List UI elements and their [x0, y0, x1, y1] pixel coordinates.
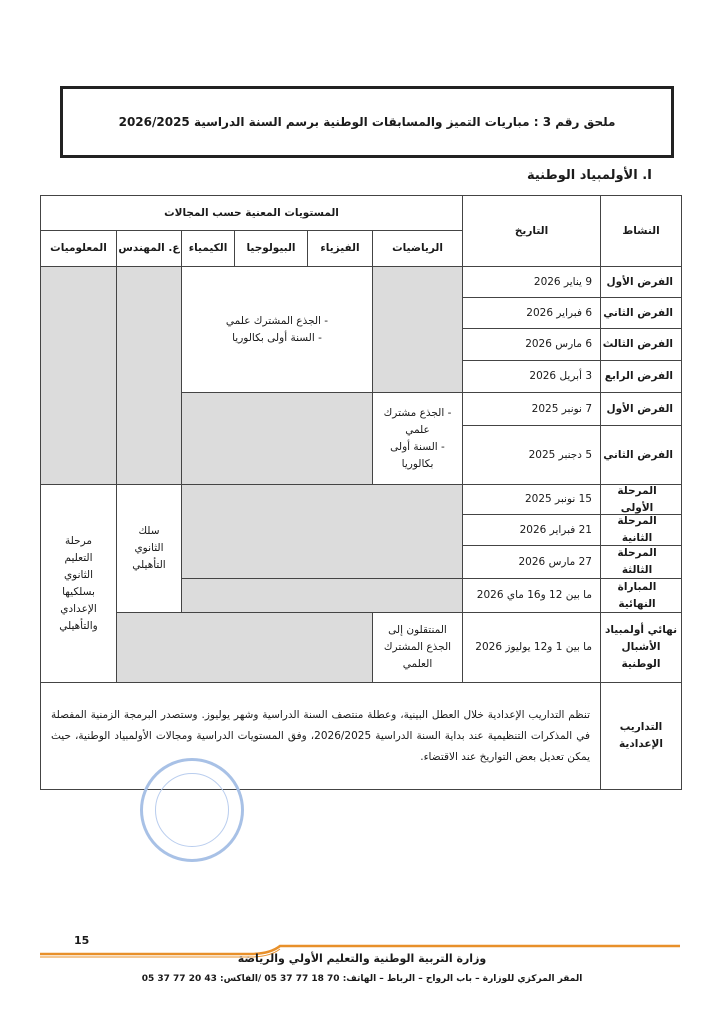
level-cell-empty: [116, 266, 182, 485]
annex-title-box: [60, 86, 674, 158]
header-informatics: المعلوميات: [40, 230, 117, 267]
activity-cell: المرحلة الثالثة: [600, 545, 682, 579]
header-date: التاريخ: [462, 195, 601, 267]
level-cell-empty: [181, 484, 463, 579]
page-number: 15: [74, 934, 90, 947]
date-cell: ما بين 12 و16 ماي 2026: [462, 578, 601, 613]
level-cell-math: - الجذع مشترك علمي - السنة أولى بكالوريا: [372, 392, 463, 485]
header-engineering: ع. المهندس: [116, 230, 182, 267]
ministry-address: المقر المركزي للوزارة – باب الرواح – الرباط – الهاتف: 70 18 77 37 05 /الفاكس: 43 20 77 37 05: [141, 974, 583, 984]
date-cell: ما بين 1 و12 يوليوز 2026: [462, 612, 601, 683]
date-cell: 3 أبريل 2026: [462, 360, 601, 393]
activity-cell: الفرض الأول: [600, 392, 682, 426]
header-physics: الفيزياء: [307, 230, 373, 267]
activity-cell: الفرض الأول: [600, 266, 682, 298]
level-cell-cubs-math: المنتقلون إلى الجذع المشترك العلمي: [372, 612, 463, 683]
activity-cell: الفرض الرابع: [600, 360, 682, 393]
level-cell-empty: [372, 266, 463, 393]
activity-cell: المرحلة الأولى: [600, 484, 682, 515]
date-cell: 5 دجنبر 2025: [462, 425, 601, 485]
prep-label: التداريب الإعدادية: [600, 682, 682, 790]
header-math: الرياضيات: [372, 230, 463, 267]
activity-cell: المرحلة الثانية: [600, 514, 682, 546]
level-cell-empty: [181, 392, 373, 485]
official-stamp: [140, 758, 244, 862]
level-cell-empty: [40, 266, 117, 485]
level-cell-bio-chem-phys: - الجذع المشترك علمي - السنة أولى بكالوريا: [181, 266, 373, 393]
level-cell-empty: [116, 612, 373, 683]
stamp-inner-ring: [155, 773, 229, 847]
level-cell-engineering: سلك الثانوي التأهيلي: [116, 484, 182, 613]
activity-cell: الفرض الثالث: [600, 328, 682, 361]
level-cell-empty: [181, 578, 463, 613]
header-activity: النشاط: [600, 195, 682, 267]
date-cell: 9 يناير 2026: [462, 266, 601, 298]
date-cell: 6 مارس 2026: [462, 328, 601, 361]
date-cell: 6 فبراير 2026: [462, 297, 601, 329]
activity-cell: نهائي أولمبياد الأشبال الوطنية: [600, 612, 682, 683]
header-levels: المستويات المعنية حسب المجالات: [40, 195, 463, 231]
level-cell-informatics: مرحلة التعليم الثانوي بسلكيها الإعدادي والتأهيلي: [40, 484, 117, 683]
ministry-name: وزارة التربية الوطنية والتعليم الأولي والرياضة: [237, 952, 487, 965]
date-cell: 27 مارس 2026: [462, 545, 601, 579]
prep-text: تنظم التداريب الإعدادية خلال العطل البينية، وعطلة منتصف السنة الدراسية وشهر يوليوز. وستصدر البرمجة الزمنية المفصلة في المذكرات التنظيمية عند بداية السنة الدراسية 2026/2025، وفق المستويات الدراسية ومجالات الأولمبياد الوطنية، حيث يمكن تعديل بعض التواريخ عند الاقتضاء.: [40, 682, 601, 790]
activity-cell: الفرض الثاني: [600, 425, 682, 485]
date-cell: 21 فبراير 2026: [462, 514, 601, 546]
activity-cell: الفرض الثاني: [600, 297, 682, 329]
date-cell: 7 نونبر 2025: [462, 392, 601, 426]
header-chemistry: الكيمياء: [181, 230, 235, 267]
date-cell: 15 نونبر 2025: [462, 484, 601, 515]
annex-title: ملحق رقم 3 : مباريات التميز والمسابقات الوطنية برسم السنة الدراسية 2026/2025: [118, 115, 616, 129]
header-biology: البيولوجيا: [234, 230, 308, 267]
section-heading: I. الأولمبياد الوطنية: [526, 168, 652, 183]
activity-cell: المباراة النهائية: [600, 578, 682, 613]
